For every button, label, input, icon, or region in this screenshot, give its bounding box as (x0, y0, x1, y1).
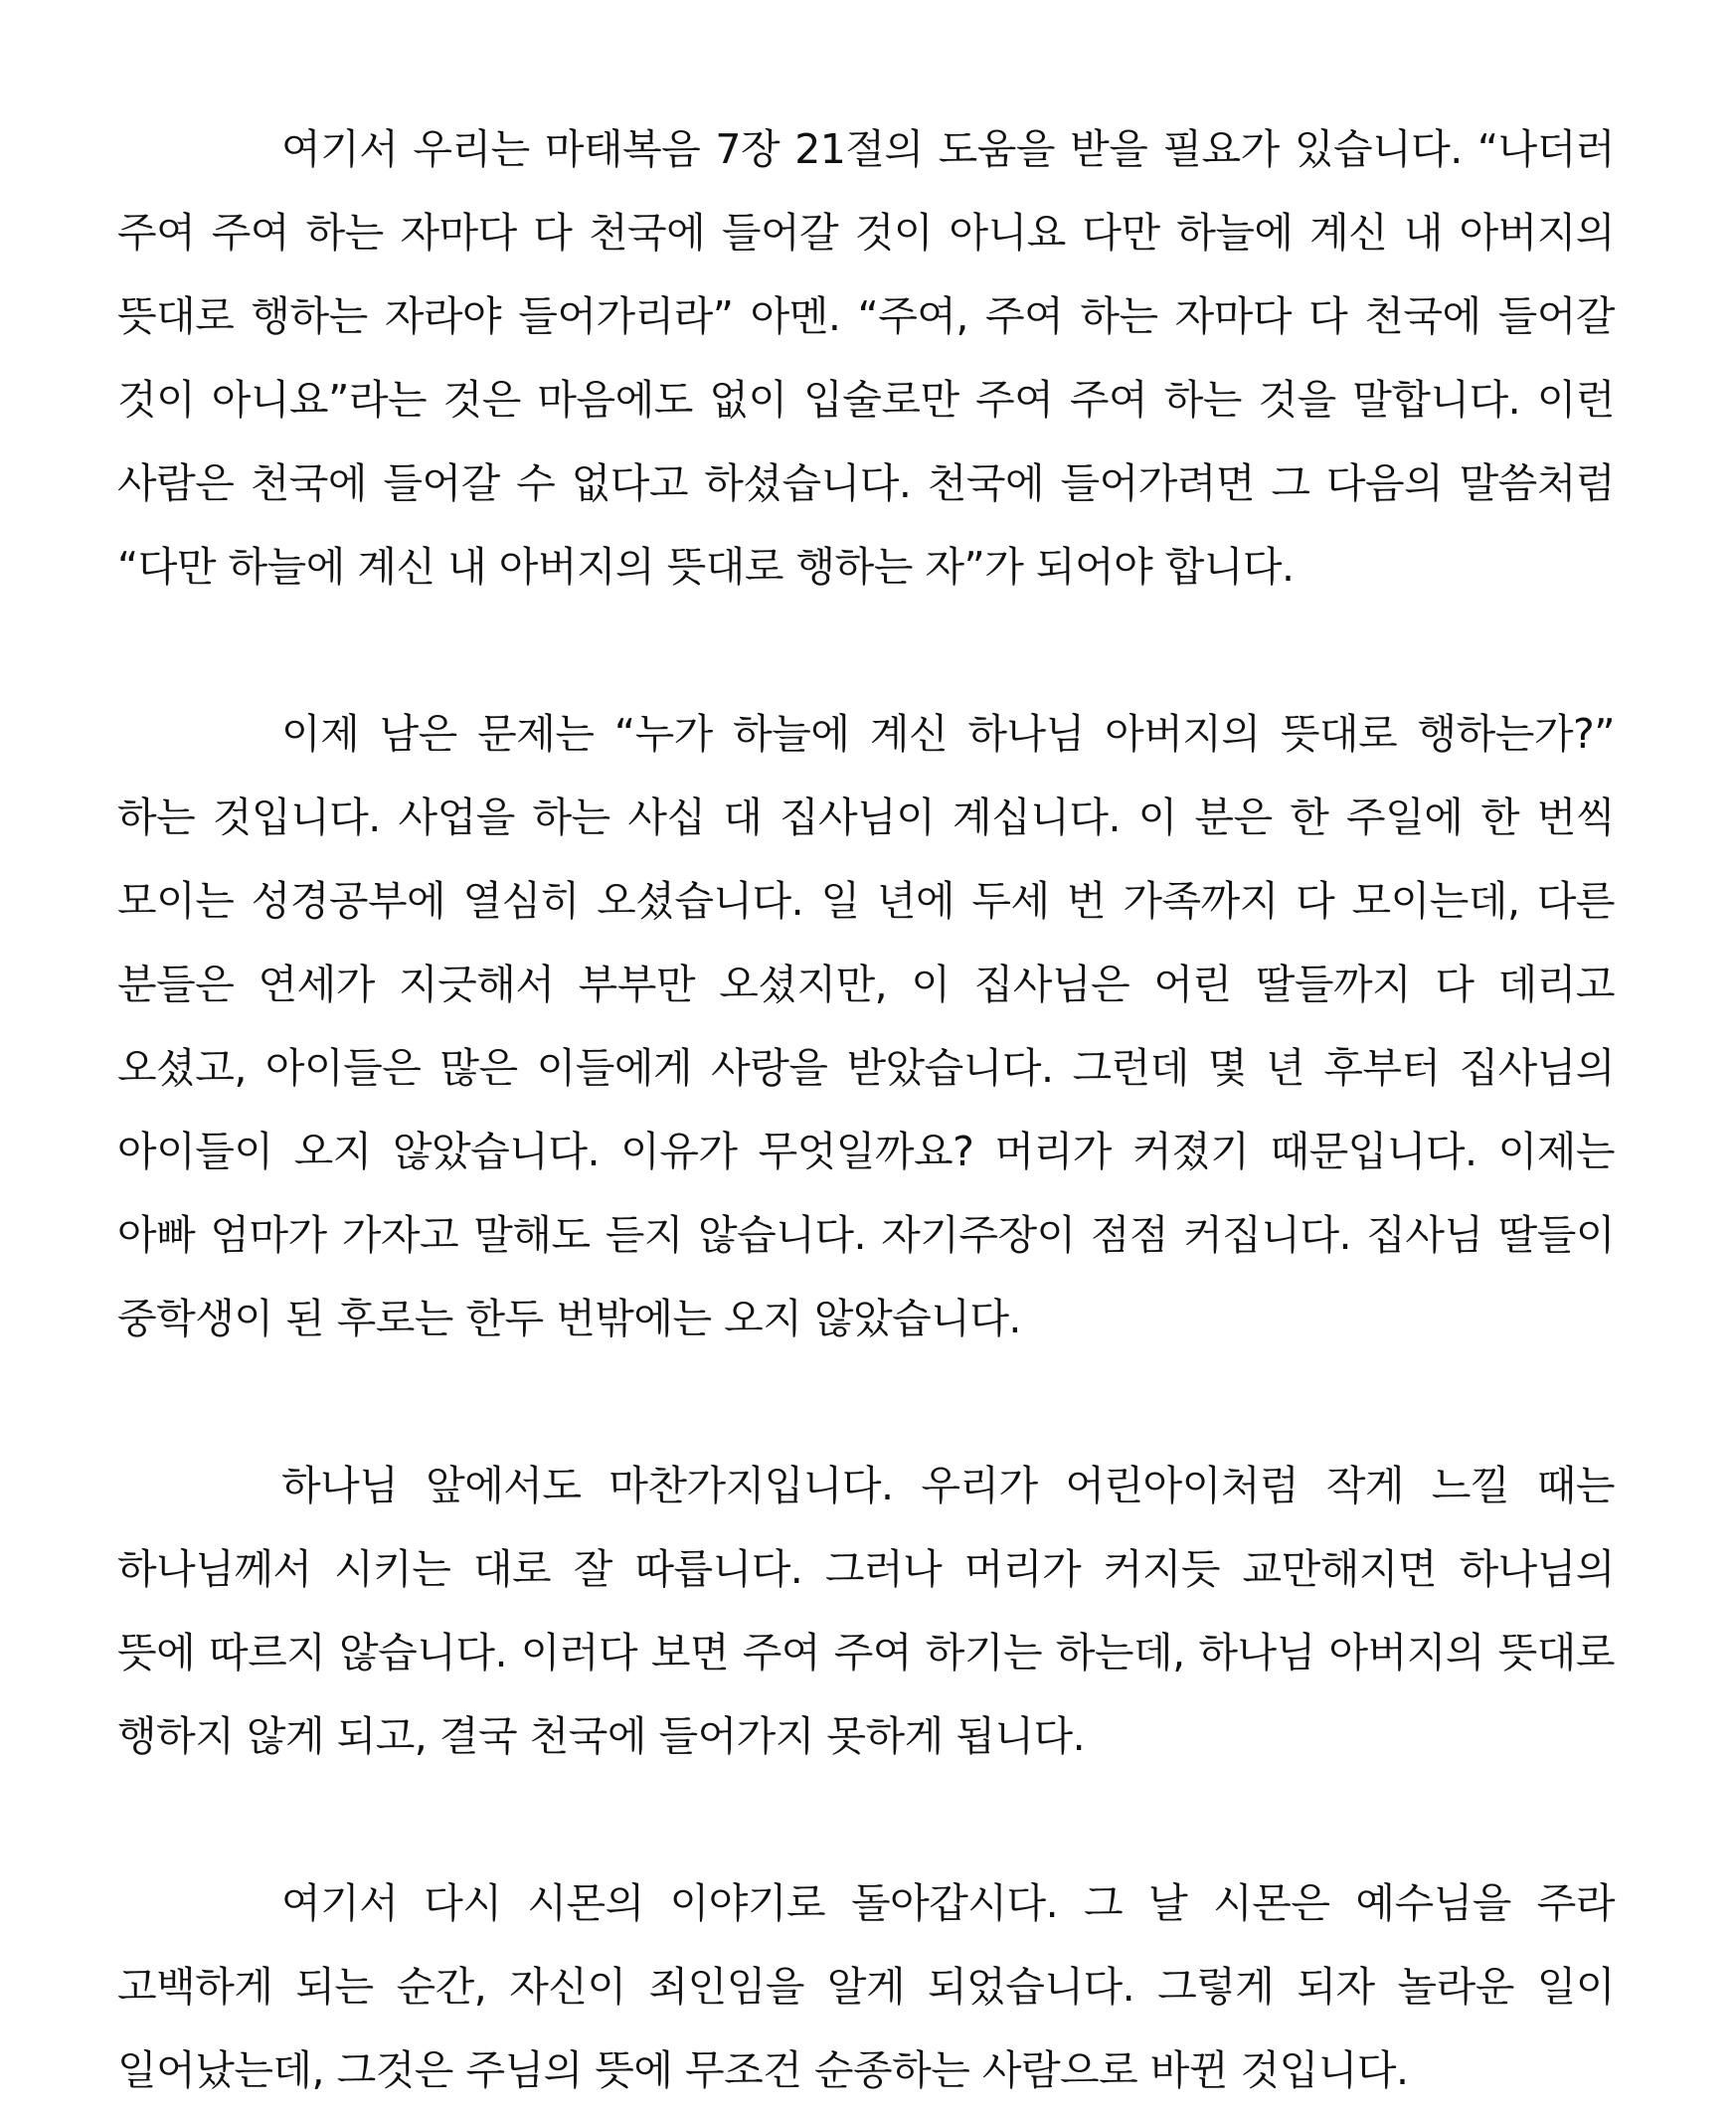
document-page (117, 107, 1615, 2112)
paragraph-2: 이제 남은 문제는 “누가 하늘에 계신 하나님 아버지의 뜻대로 행하는가?” 하는 것입니다. 사업을 하는 사십 대 집사님이 계십니다. 이 분은 한 주일에 한 번씩 모이는 성경공부에 열심히 오셨습니다. 일 년에 두세 번 가족까지 다 모이는데, 다른 분들은 연세가 지긋해서 부부만 오셨지만, 이 집사님은 어린 딸들까지 다 데리고 오셨고, 아이들은 많은 이들에게 사랑을 받았습니다. 그런데 몇 년 후부터 집사님의 아이들이 오지 않았습니다. 이유가 무엇일까요? 머리가 커졌기 때문입니다. 이제는 아빠 엄마가 가자고 말해도 듣지 않습니다. 자기주장이 점점 커집니다. 집사님 딸들이 중학생이 된 후로는 한두 번밖에는 오지 않았습니다. (117, 710, 1615, 1342)
paragraph-1: 여기서 우리는 마태복음 7장 21절의 도움을 받을 필요가 있습니다. “나더러 주여 주여 하는 자마다 다 천국에 들어갈 것이 아니요 다만 하늘에 계신 내 아버지의 뜻대로 행하는 자라야 들어가리라” 아멘. “주여, 주여 하는 자마다 다 천국에 들어갈 것이 아니요”라는 것은 마음에도 없이 입술로만 주여 주여 하는 것을 말합니다. 이런 사람은 천국에 들어갈 수 없다고 하셨습니다. 천국에 들어가려면 그 다음의 말씀처럼 “다만 하늘에 계신 내 아버지의 뜻대로 행하는 자”가 되어야 합니다. (117, 125, 1615, 591)
paragraph-4: 여기서 다시 시몬의 이야기로 돌아갑시다. 그 날 시몬은 예수님을 주라 고백하게 되는 순간, 자신이 죄인임을 알게 되었습니다. 그렇게 되자 놀라운 일이 일어났는데, 그것은 주님의 뜻에 무조건 순종하는 사람으로 바뀐 것입니다. (117, 1879, 1615, 2094)
paragraph-3: 하나님 앞에서도 마찬가지입니다. 우리가 어린아이처럼 작게 느낄 때는 하나님께서 시키는 대로 잘 따릅니다. 그러나 머리가 커지듯 교만해지면 하나님의 뜻에 따르지 않습니다. 이러다 보면 주여 주여 하기는 하는데, 하나님 아버지의 뜻대로 행하지 않게 되고, 결국 천국에 들어가지 못하게 됩니다. (117, 1462, 1615, 1760)
